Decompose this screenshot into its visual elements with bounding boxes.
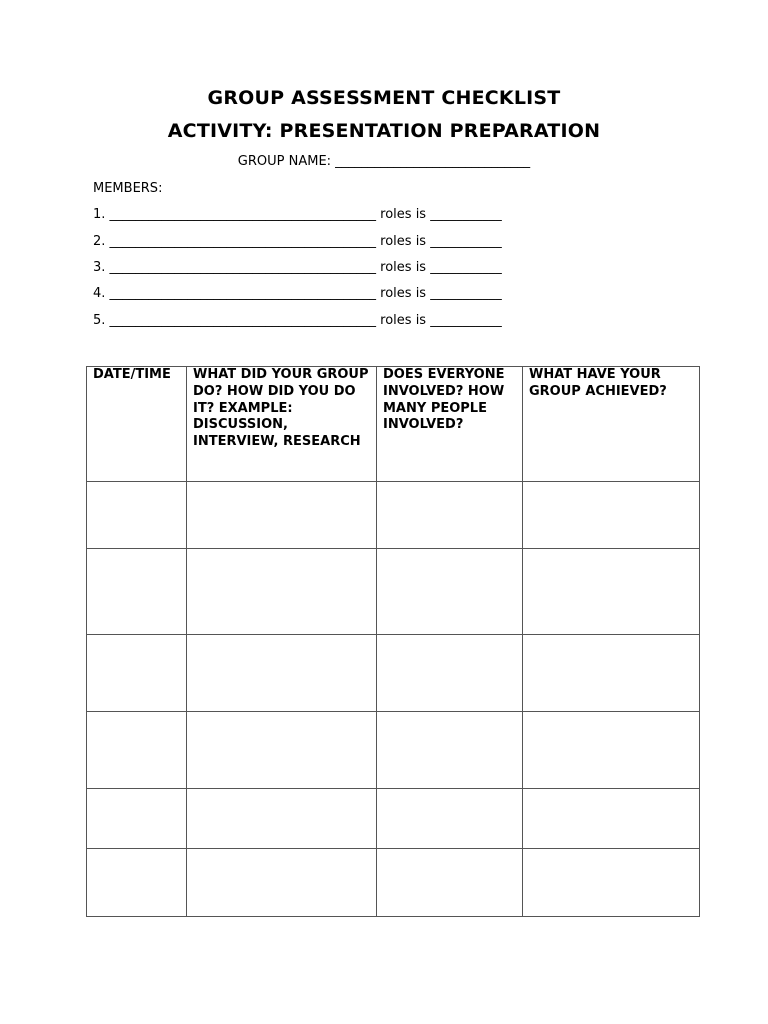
table-cell[interactable]	[377, 789, 523, 849]
group-name-field: GROUP NAME: ______________________________	[237, 154, 531, 169]
table-row	[87, 635, 700, 712]
table-row	[87, 549, 700, 635]
table-cell[interactable]	[523, 549, 700, 635]
member-line-4: 4. _________________________________________ roles is ___________	[93, 286, 502, 301]
document-title: GROUP ASSESSMENT CHECKLIST	[207, 87, 561, 109]
table-row	[87, 482, 700, 549]
member-line-1: 1. _________________________________________ roles is ___________	[93, 207, 502, 222]
table-cell[interactable]	[187, 712, 377, 789]
table-row	[87, 712, 700, 789]
table-cell[interactable]	[377, 635, 523, 712]
table-cell[interactable]	[523, 635, 700, 712]
table-cell[interactable]	[87, 789, 187, 849]
table-cell[interactable]	[523, 789, 700, 849]
member-line-3: 3. _________________________________________ roles is ___________	[93, 260, 502, 275]
table-cell[interactable]	[377, 849, 523, 917]
table-cell[interactable]	[187, 789, 377, 849]
table-cell[interactable]	[523, 712, 700, 789]
table-cell[interactable]	[87, 712, 187, 789]
table-cell[interactable]	[377, 482, 523, 549]
table-cell[interactable]	[187, 482, 377, 549]
table-cell[interactable]	[523, 482, 700, 549]
assessment-table	[86, 366, 700, 917]
header-what-did-group-do: WHAT DID YOUR GROUP DO? HOW DID YOU DO IT? EXAMPLE: DISCUSSION, INTERVIEW, RESEARCH	[187, 367, 377, 482]
table-cell[interactable]	[87, 849, 187, 917]
table-header-row	[87, 367, 700, 482]
table-row	[87, 849, 700, 917]
header-date-time: DATE/TIME	[87, 367, 187, 482]
table-cell[interactable]	[87, 482, 187, 549]
members-label: MEMBERS:	[93, 181, 163, 196]
table-cell[interactable]	[87, 635, 187, 712]
header-everyone-involved: DOES EVERYONE INVOLVED? HOW MANY PEOPLE INVOLVED?	[377, 367, 523, 482]
table-cell[interactable]	[377, 712, 523, 789]
table-row	[87, 789, 700, 849]
table-cell[interactable]	[523, 849, 700, 917]
table-cell[interactable]	[377, 549, 523, 635]
table-cell[interactable]	[87, 549, 187, 635]
table-cell[interactable]	[187, 635, 377, 712]
table-cell[interactable]	[187, 549, 377, 635]
activity-subtitle: ACTIVITY: PRESENTATION PREPARATION	[167, 120, 601, 142]
table-cell[interactable]	[187, 849, 377, 917]
member-line-2: 2. _________________________________________ roles is ___________	[93, 234, 502, 249]
header-group-achieved: WHAT HAVE YOUR GROUP ACHIEVED?	[523, 367, 700, 482]
member-line-5: 5. _________________________________________ roles is ___________	[93, 313, 502, 328]
